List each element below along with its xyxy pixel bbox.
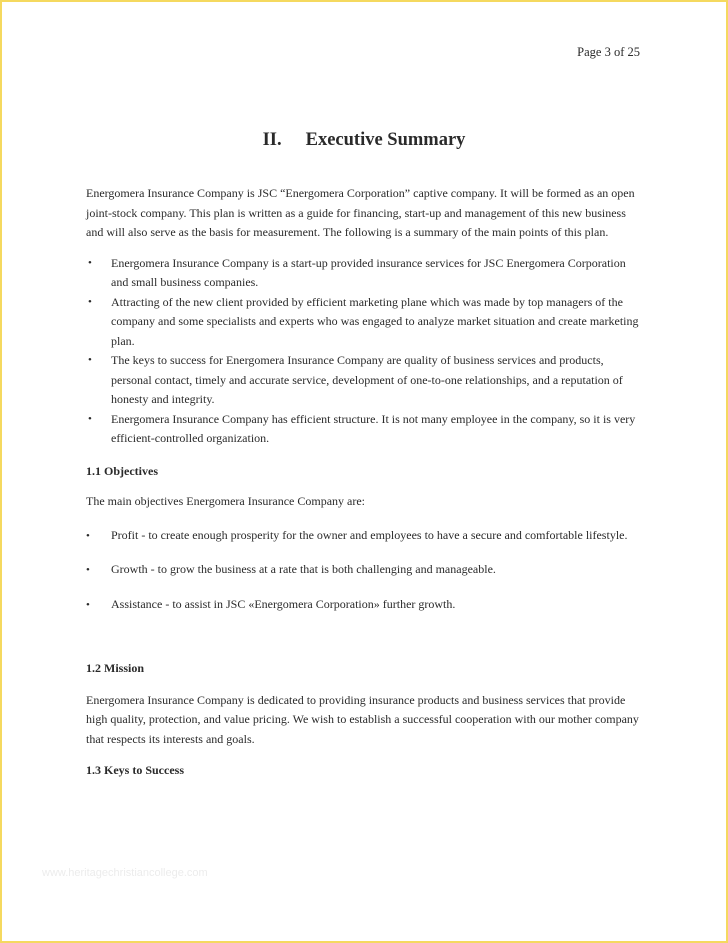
objective-item: • Assistance - to assist in JSC «Energomera Corporation» further growth. <box>86 595 646 616</box>
objectives-heading: 1.1 Objectives <box>86 463 158 478</box>
objective-item: • Growth - to grow the business at a rate that is both challenging and manageable. <box>86 560 646 581</box>
intro-paragraph: Energomera Insurance Company is JSC “Energomera Corporation” captive company. It will be formed as an open joint-stock company. This plan is written as a guide for financing, start-up and management of this new business and will also serve as the basis for measurement. The following is a summary of the main points of this plan. <box>86 186 635 239</box>
bullet-icon: • <box>86 529 90 542</box>
section-title <box>2 130 726 151</box>
section-title-text: Executive Summary <box>305 130 466 150</box>
document-body <box>86 184 646 781</box>
bullet-icon: • <box>88 354 92 366</box>
page-number: Page 3 of 25 <box>577 45 640 59</box>
watermark: www.heritagechristiancollege.com <box>42 867 208 879</box>
bullet-icon: • <box>88 412 92 425</box>
keys-to-success-heading: 1.3 Keys to Success <box>86 763 184 777</box>
mission-heading: 1.2 Mission <box>86 661 145 675</box>
list-item: • Energomera Insurance Company has efficient structure. It is not many employee in the company, so it is very efficient-controlled organization. <box>88 411 636 445</box>
objective-item: • Profit - to create enough prosperity for the owner and employees to have a secure and comfortable lifestyle. <box>86 526 646 547</box>
mission-paragraph: Energomera Insurance Company is dedicated to providing insurance products and business services that provide high quality, protection, and value pricing. We wish to establish a successful cooperation with our mother company that respects its interests and goals. <box>86 692 639 746</box>
bullet-icon: • <box>88 295 92 308</box>
bullet-icon: • <box>86 564 90 576</box>
section-number: II. <box>262 130 282 150</box>
document-page <box>2 2 726 941</box>
bullet-icon: • <box>86 598 90 611</box>
list-item: • The keys to success for Energomera Insurance Company are quality of business services and products, personal contact, timely and accurate service, development of one-to-one relationships, and a reputation of honesty and integrity. <box>88 353 623 406</box>
list-item: • Attracting of the new client provided by efficient marketing plane which was made by top managers of the company and some specialists and experts who was engaged to analyze market situation and create marketing plan. <box>88 294 639 348</box>
list-item: • Energomera Insurance Company is a start-up provided insurance services for JSC Energomera Corporation and small business companies. <box>88 255 626 289</box>
objectives-intro: The main objectives Energomera Insurance Company are: <box>86 494 366 508</box>
summary-bullet-list <box>86 254 646 449</box>
bullet-icon: • <box>88 256 92 269</box>
